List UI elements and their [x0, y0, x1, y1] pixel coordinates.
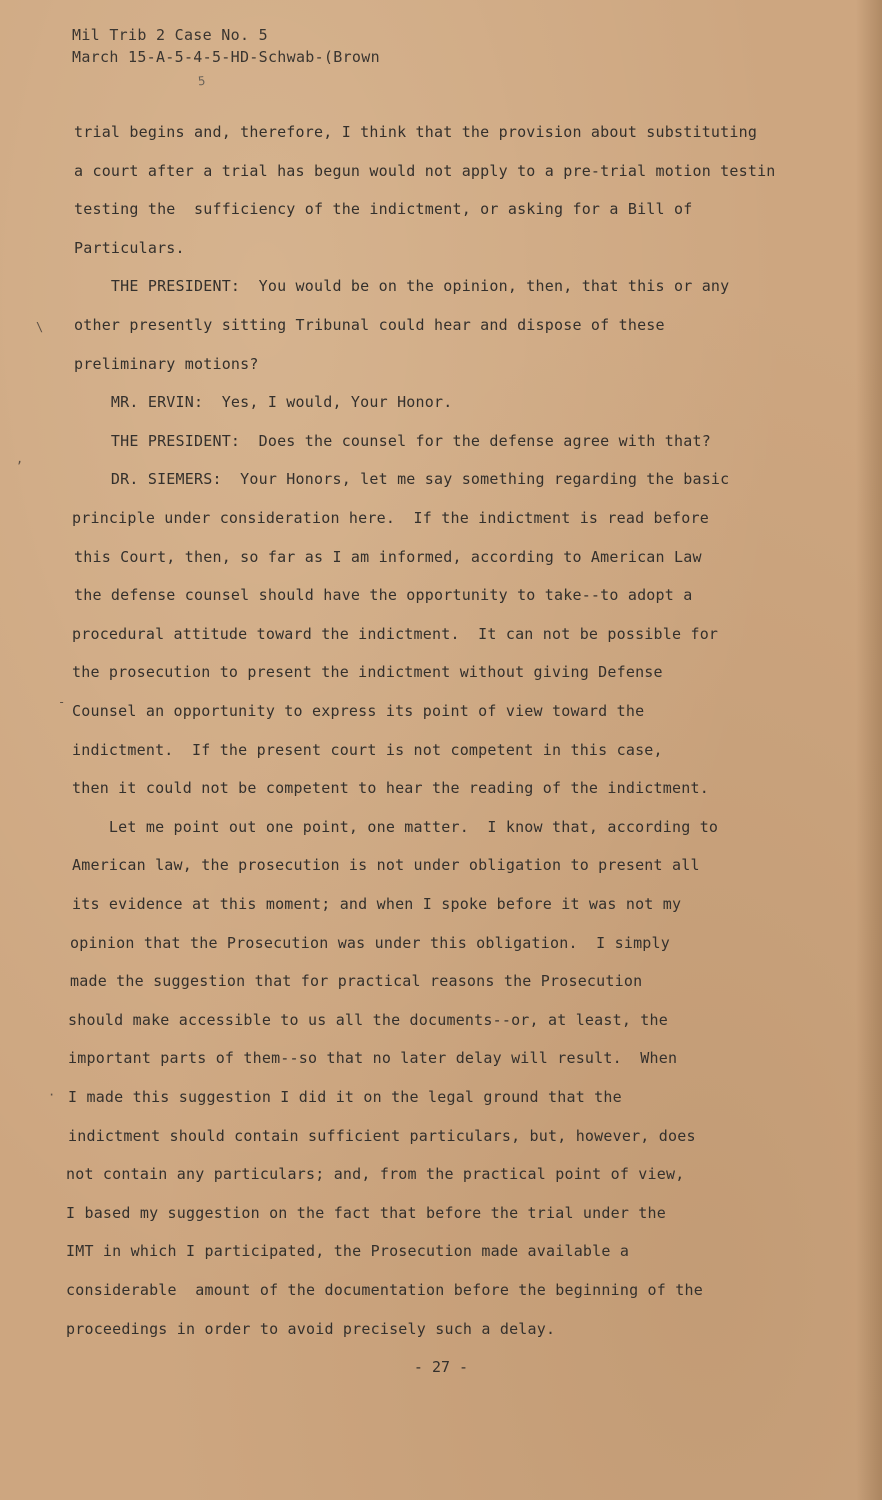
header-date-line: March 15-A-5-4-5-HD-Schwab-(Brown	[72, 48, 380, 66]
transcript-line: American law, the prosecution is not under obligation to present all	[72, 856, 700, 874]
transcript-line: important parts of them--so that no later delay will result. When	[68, 1049, 678, 1067]
transcript-line: THE PRESIDENT: You would be on the opinion, then, that this or any	[74, 277, 730, 295]
transcript-line: Let me point out one point, one matter. I know that, according to	[72, 818, 719, 836]
handwritten-page-note: 5	[197, 73, 206, 89]
transcript-line: procedural attitude toward the indictment. It can not be possible for	[72, 625, 719, 643]
transcript-line: opinion that the Prosecution was under this obligation. I simply	[70, 934, 670, 952]
margin-mark: \	[36, 320, 44, 334]
transcript-line: MR. ERVIN: Yes, I would, Your Honor.	[74, 393, 453, 411]
transcript-line: other presently sitting Tribunal could hear and dispose of these	[74, 316, 665, 334]
transcript-line: a court after a trial has begun would not apply to a pre-trial motion testin	[74, 162, 776, 180]
transcript-line: made the suggestion that for practical reasons the Prosecution	[70, 972, 643, 990]
margin-mark: -	[58, 695, 66, 709]
transcript-line: then it could not be competent to hear the reading of the indictment.	[72, 779, 709, 797]
transcript-line: not contain any particulars; and, from the practical point of view,	[66, 1165, 685, 1183]
page-edge-shadow	[856, 0, 882, 1500]
transcript-line: should make accessible to us all the documents--or, at least, the	[68, 1011, 668, 1029]
page-number: - 27 -	[413, 1358, 469, 1376]
transcript-line: THE PRESIDENT: Does the counsel for the defense agree with that?	[74, 432, 711, 450]
transcript-line: the prosecution to present the indictment without giving Defense	[72, 663, 663, 681]
transcript-line: indictment should contain sufficient particulars, but, however, does	[68, 1127, 696, 1145]
transcript-line: considerable amount of the documentation before the beginning of the	[66, 1281, 703, 1299]
transcript-line: this Court, then, so far as I am informed, according to American Law	[74, 548, 702, 566]
transcript-line: Particulars.	[74, 239, 185, 257]
transcript-line: preliminary motions?	[74, 355, 259, 373]
transcript-line: indictment. If the present court is not competent in this case,	[72, 741, 663, 759]
transcript-line: I based my suggestion on the fact that before the trial under the	[66, 1204, 666, 1222]
transcript-line: IMT in which I participated, the Prosecution made available a	[66, 1242, 630, 1260]
transcript-line: DR. SIEMERS: Your Honors, let me say something regarding the basic	[74, 470, 730, 488]
transcript-line: Counsel an opportunity to express its point of view toward the	[72, 702, 645, 720]
transcript-line: trial begins and, therefore, I think that the provision about substituting	[74, 123, 758, 141]
transcript-line: I made this suggestion I did it on the legal ground that the	[68, 1088, 622, 1106]
transcript-line: proceedings in order to avoid precisely such a delay.	[66, 1320, 556, 1338]
header-case-line: Mil Trib 2 Case No. 5	[72, 26, 268, 44]
transcript-line: testing the sufficiency of the indictment, or asking for a Bill of	[74, 200, 693, 218]
transcript-line: its evidence at this moment; and when I spoke before it was not my	[72, 895, 682, 913]
margin-mark: ·	[48, 1088, 56, 1102]
transcript-line: the defense counsel should have the opportunity to take--to adopt a	[74, 586, 693, 604]
margin-mark: ‚	[16, 452, 24, 466]
transcript-line: principle under consideration here. If the indictment is read before	[72, 509, 709, 527]
